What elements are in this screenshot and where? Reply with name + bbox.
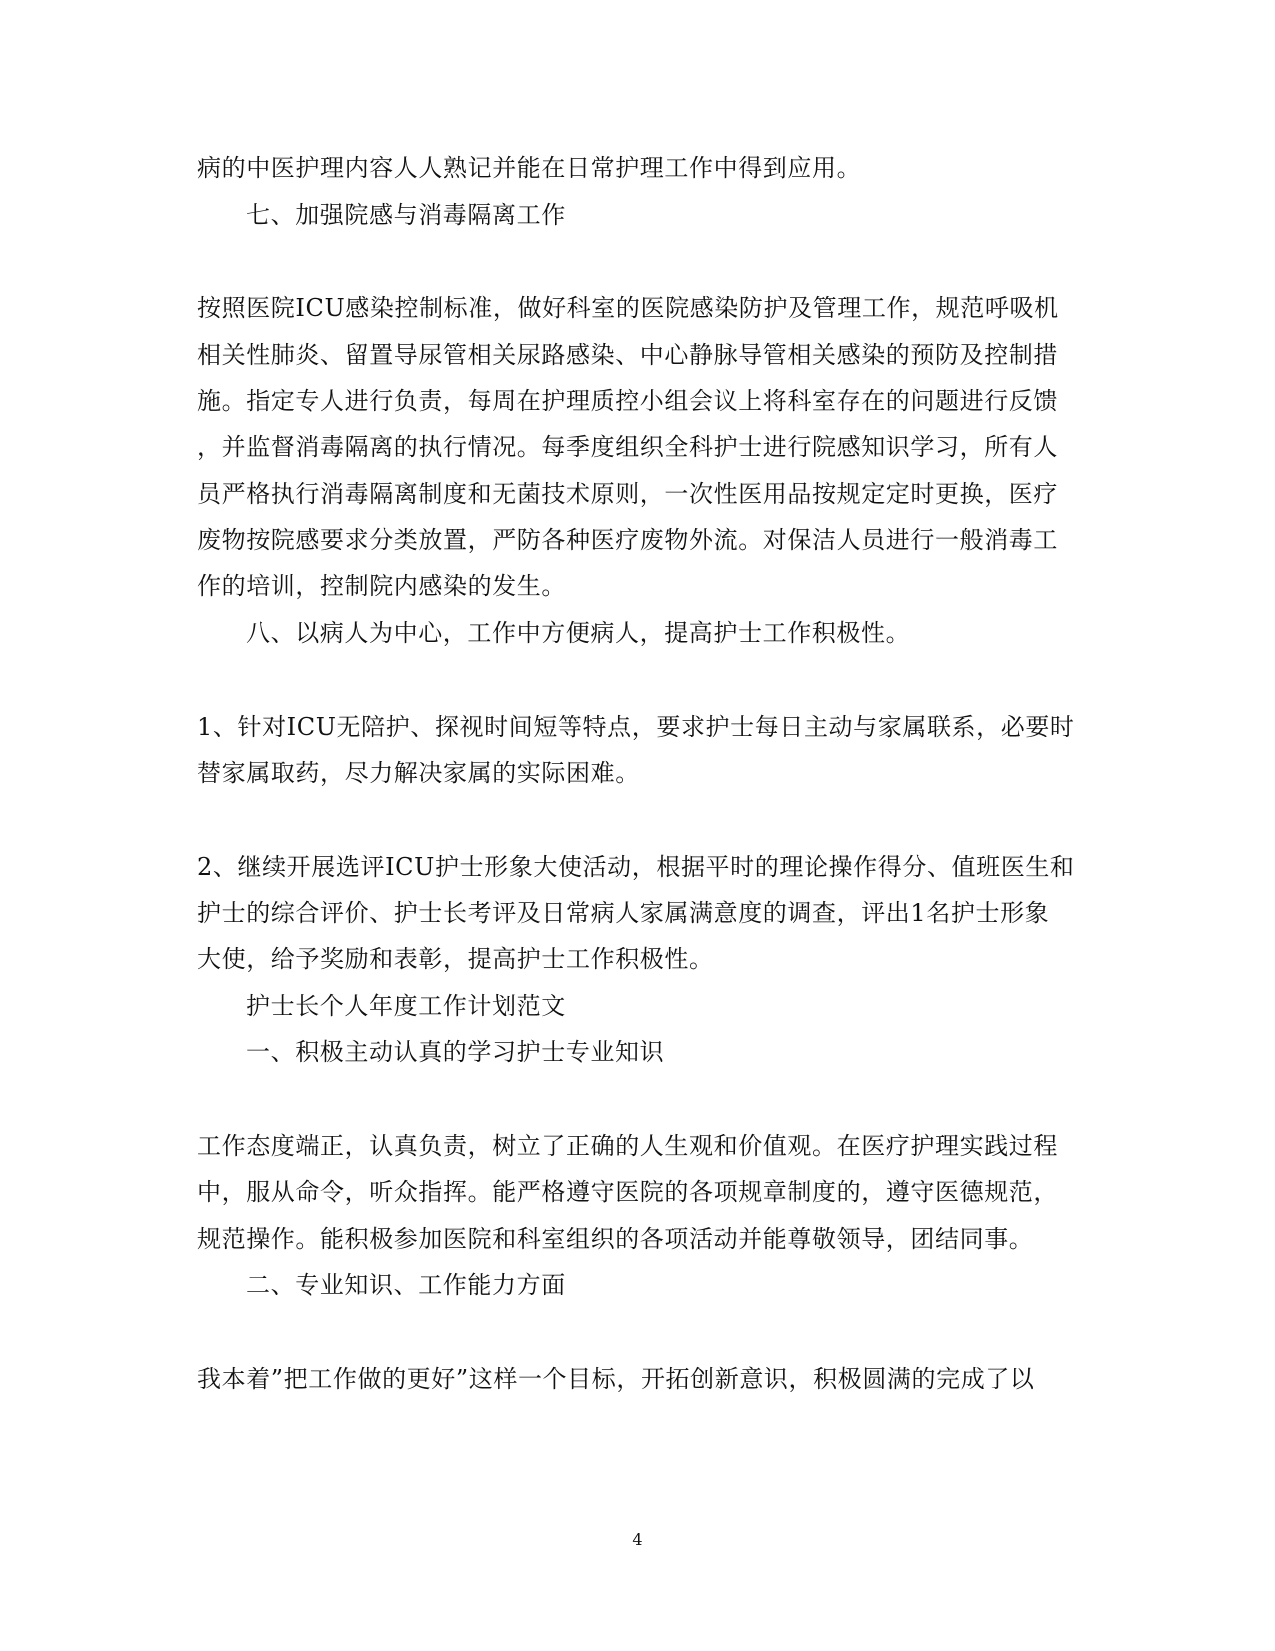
page-number: 4	[632, 1530, 643, 1549]
body-text-line: 病的中医护理内容人人熟记并能在日常护理工作中得到应用。	[197, 154, 862, 182]
section-heading: 一、积极主动认真的学习护士专业知识	[246, 1038, 665, 1066]
body-text-line: 中，服从命令，听众指挥。能严格遵守医院的各项规章制度的，遵守医德规范，	[197, 1178, 1058, 1206]
body-text-line: 大使，给予奖励和表彰，提高护士工作积极性。	[197, 945, 714, 973]
section-heading: 七、加强院感与消毒隔离工作	[246, 201, 566, 229]
section-heading: 八、以病人为中心，工作中方便病人，提高护士工作积极性。	[246, 619, 911, 647]
body-text-line: 2、继续开展选评ICU护士形象大使活动，根据平时的理论操作得分、值班医生和	[197, 853, 1075, 881]
body-text-line: 工作态度端正，认真负责，树立了正确的人生观和价值观。在医疗护理实践过程	[197, 1132, 1058, 1160]
body-text-line: 规范操作。能积极参加医院和科室组织的各项活动并能尊敬领导，团结同事。	[197, 1225, 1034, 1253]
body-text-line: 1、针对ICU无陪护、探视时间短等特点，要求护士每日主动与家属联系，必要时	[197, 713, 1075, 741]
body-text-line: 按照医院ICU感染控制标准，做好科室的医院感染防护及管理工作，规范呼吸机	[197, 294, 1059, 322]
document-title: 护士长个人年度工作计划范文	[246, 992, 566, 1020]
body-text-line: 作的培训，控制院内感染的发生。	[197, 572, 566, 600]
body-text-line: 护士的综合评价、护士长考评及日常病人家属满意度的调查，评出1名护士形象	[197, 899, 1050, 927]
section-heading: 二、专业知识、工作能力方面	[246, 1271, 566, 1299]
body-text-line: 员严格执行消毒隔离制度和无菌技术原则，一次性医用品按规定定时更换，医疗	[197, 480, 1058, 508]
body-text-line: 施。指定专人进行负责，每周在护理质控小组会议上将科室存在的问题进行反馈	[197, 387, 1058, 415]
body-text-line: 废物按院感要求分类放置，严防各种医疗废物外流。对保洁人员进行一般消毒工	[197, 526, 1058, 554]
body-text-line: 我本着”把工作做的更好”这样一个目标，开拓创新意识，积极圆满的完成了以	[197, 1365, 1035, 1393]
body-text-line: 相关性肺炎、留置导尿管相关尿路感染、中心静脉导管相关感染的预防及控制措	[197, 341, 1058, 369]
body-text-line: 替家属取药，尽力解决家属的实际困难。	[197, 759, 640, 787]
body-text-line: ，并监督消毒隔离的执行情况。每季度组织全科护士进行院感知识学习，所有人	[197, 433, 1058, 461]
